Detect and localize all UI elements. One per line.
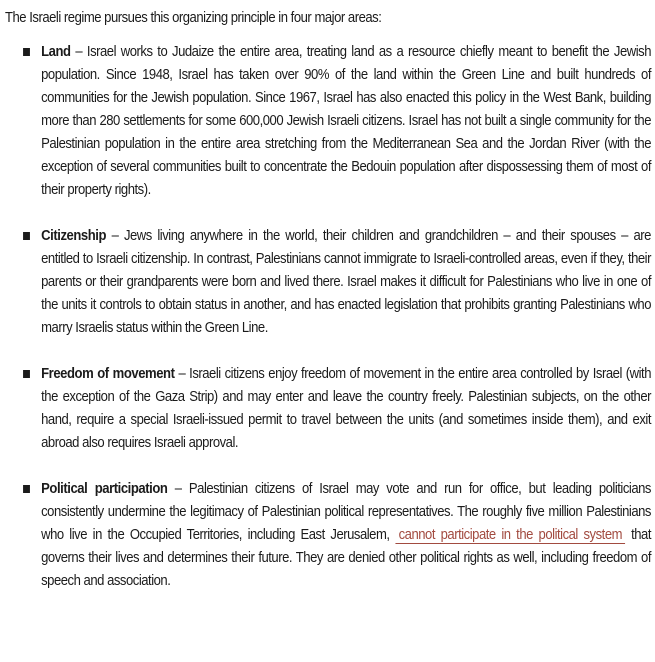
- area-term: Political participation: [41, 480, 168, 497]
- area-term: Citizenship: [41, 227, 107, 244]
- square-bullet-icon: [23, 485, 30, 493]
- list-item-political-participation: [5, 477, 651, 592]
- separator: –: [174, 365, 190, 382]
- list-item-citizenship: [5, 224, 651, 339]
- area-text: Jews living anywhere in the world, their children and grandchildren – and their spouses – are entitled to Israeli citizenship. In contrast, Palestinians cannot immigrate to Israeli-controlled areas, even if they, their parents or their grandparents were born and lived there. Israel makes it difficult for Palestinians who live in one of the units it controls to obtain status in another, and has enacted legislation that prohibits granting Palestinians who marry Israelis status within the Green Line.: [41, 227, 651, 336]
- list-item-freedom-of-movement: [5, 362, 651, 454]
- area-text-after-link: that governs their lives and determines their future. They are denied other political rights as well, including freedom of speech and association.: [41, 526, 651, 589]
- area-term: Land: [41, 43, 71, 60]
- area-text-before-link: Palestinian citizens of Israel may vote and run for office, but leading politicians consistently undermine the legitimacy of Palestinian political representatives. The roughly five million Palestinians who live in the Occupied Territories, including East Jerusalem,: [41, 480, 651, 543]
- major-areas-list: [5, 40, 651, 592]
- square-bullet-icon: [23, 48, 30, 56]
- separator: –: [106, 227, 124, 244]
- area-text: Israel works to Judaize the entire area, treating land as a resource chiefly meant to benefit the Jewish population. Since 1948, Israel has taken over 90% of the land within the Green Line and built hundreds of communities for the Jewish population. Since 1967, Israel has also enacted this policy in the West Bank, building more than 280 settlements for some 600,000 Jewish Israeli citizens. Israel has not built a single community for the Palestinian population in the entire area stretching from the Mediterranean Sea and the Jordan River (with the exception of several communities built to concentrate the Bedouin population after dispossessing them of most of their property rights).: [41, 43, 651, 198]
- area-term: Freedom of movement: [41, 365, 175, 382]
- area-text: Israeli citizens enjoy freedom of movement in the entire area controlled by Israel (with the exception of the Gaza Strip) and may enter and leave the country freely. Palestinian subjects, on the other hand, require a special Israeli-issued permit to travel between the units (and sometimes inside them), and exit abroad also requires Israeli approval.: [41, 365, 652, 451]
- separator: –: [70, 43, 87, 60]
- list-item-land: [5, 40, 651, 201]
- political-system-link[interactable]: cannot participate in the political system: [395, 526, 625, 544]
- square-bullet-icon: [23, 370, 30, 378]
- article-body: [5, 6, 651, 615]
- intro-paragraph: The Israeli regime pursues this organizing principle in four major areas:: [5, 9, 382, 26]
- separator: –: [167, 480, 189, 497]
- square-bullet-icon: [23, 232, 30, 240]
